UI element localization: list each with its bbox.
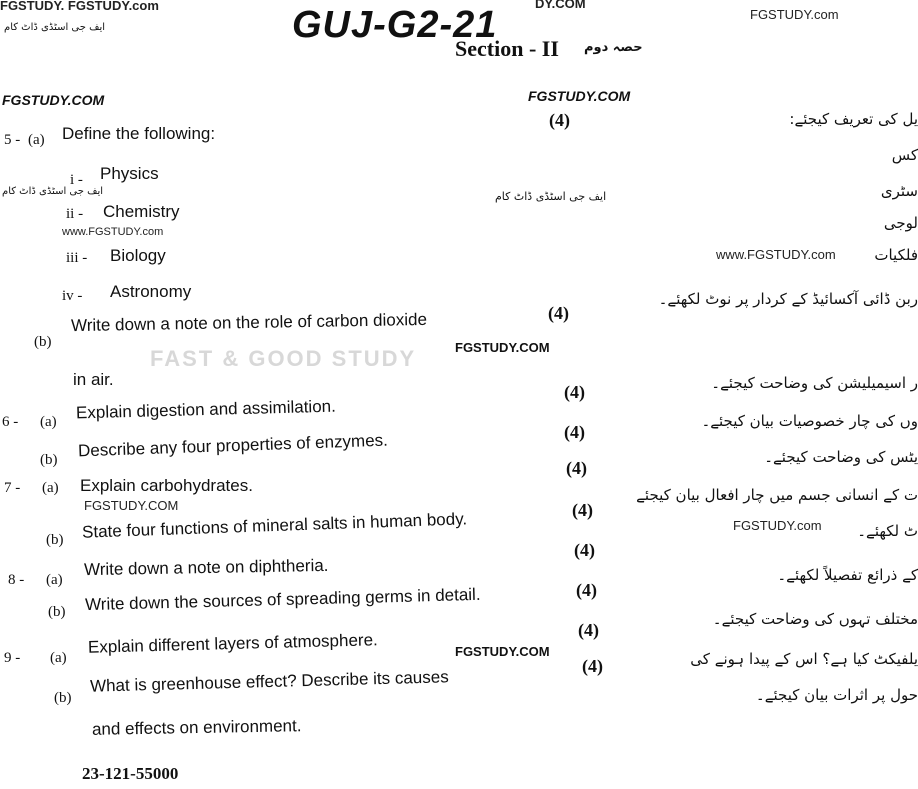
question-number: 9 - xyxy=(4,650,21,666)
question-text: Write down the sources of spreading germs in detail. xyxy=(84,584,481,615)
question-text: Explain carbohydrates. xyxy=(80,476,253,495)
question-part: (a) xyxy=(42,480,59,496)
question-marks: (4) xyxy=(576,580,597,600)
watermark-top-center: DY.COM xyxy=(535,0,586,11)
question-part: (b) xyxy=(34,334,52,350)
urdu-line: مختلف تہوں کی وضاحت کیجئے۔ xyxy=(712,610,918,628)
watermark: www.FGSTUDY.com xyxy=(62,226,164,238)
question-marks: (4) xyxy=(578,620,599,640)
question-part: (b) xyxy=(40,452,58,468)
subitem-number: iv - xyxy=(62,288,83,304)
question-marks: (4) xyxy=(548,303,569,323)
watermark: FGSTUDY.COM xyxy=(84,498,179,513)
urdu-line: یلفیکٹ کیا ہے؟ اس کے پیدا ہونے کی xyxy=(690,650,918,668)
question-text: Describe any four properties of enzymes. xyxy=(77,430,389,461)
question-text: Write down a note on the role of carbon dioxide xyxy=(70,309,428,336)
question-part: (a) xyxy=(46,572,63,588)
question-part: (b) xyxy=(46,532,64,548)
urdu-line: حول پر اثرات بیان کیجئے۔ xyxy=(755,686,918,704)
urdu-line: یٹس کی وضاحت کیجئے۔ xyxy=(764,448,918,466)
watermark: www.FGSTUDY.com xyxy=(716,247,836,262)
watermark-urdu: ایف جی اسٹڈی ڈاٹ کام xyxy=(495,190,607,203)
urdu-line: لوجی xyxy=(883,214,918,232)
urdu-line: ر اسیمیلیشن کی وضاحت کیجئے۔ xyxy=(711,374,918,392)
watermark-top-left: FGSTUDY. FGSTUDY.com xyxy=(0,0,159,13)
question-text: Define the following: xyxy=(62,124,216,143)
question-text: Explain digestion and assimilation. xyxy=(75,396,337,423)
paper-code: GUJ-G2-21 xyxy=(292,4,498,46)
question-text-continued: and effects on environment. xyxy=(91,716,302,739)
subitem-number: iii - xyxy=(66,250,88,266)
urdu-line: وں کی چار خصوصیات بیان کیجئے۔ xyxy=(701,412,918,430)
question-part: (a) xyxy=(28,132,45,148)
question-number: 5 - xyxy=(4,132,21,148)
question-text: Explain different layers of atmosphere. xyxy=(87,630,378,657)
watermark: FGSTUDY.COM xyxy=(528,88,631,104)
watermark: FGSTUDY.COM xyxy=(455,644,550,659)
question-marks: (4) xyxy=(574,540,595,560)
question-number: 6 - xyxy=(2,414,19,430)
question-marks: (4) xyxy=(564,382,585,402)
urdu-line: سٹری xyxy=(880,182,918,200)
urdu-line: کے ذرائع تفصیلاً لکھئے۔ xyxy=(777,566,918,584)
subitem-number: i - xyxy=(70,172,83,188)
urdu-line: ربن ڈائی آکسائیڈ کے کردار پر نوٹ لکھئے۔ xyxy=(658,290,918,308)
watermark-top-left-urdu: ایف جی اسٹڈی ڈاٹ کام xyxy=(4,22,106,33)
urdu-line: فلکیات xyxy=(874,246,918,264)
subitem-text: Physics xyxy=(100,164,159,183)
question-text-continued: in air. xyxy=(73,370,114,389)
watermark: FGSTUDY.com xyxy=(733,518,822,533)
question-text: What is greenhouse effect? Describe its causes xyxy=(89,667,449,696)
question-number: 7 - xyxy=(4,480,21,496)
subitem-text: Astronomy xyxy=(110,282,192,301)
watermark: FGSTUDY.COM xyxy=(2,92,105,108)
watermark: FGSTUDY.COM xyxy=(455,340,550,355)
question-part: (b) xyxy=(54,690,72,706)
watermark-diagonal: FAST & GOOD STUDY xyxy=(150,346,417,371)
question-marks: (4) xyxy=(566,458,587,478)
question-text: State four functions of mineral salts in human body. xyxy=(81,509,468,542)
question-part: (a) xyxy=(50,650,67,666)
section-title: Section - II xyxy=(455,36,559,61)
urdu-line: ٹ لکھئے۔ xyxy=(857,522,918,540)
question-part: (b) xyxy=(48,604,66,620)
question-marks: (4) xyxy=(582,656,603,676)
watermark-urdu: ایف جی اسٹڈی ڈاٹ کام xyxy=(2,186,104,197)
question-marks: (4) xyxy=(572,500,593,520)
question-marks: (4) xyxy=(564,422,585,442)
section-title-urdu: حصہ دوم xyxy=(584,40,643,55)
subitem-number: ii - xyxy=(66,206,84,222)
urdu-line: ت کے انسانی جسم میں چار افعال بیان کیجئے xyxy=(636,486,918,504)
watermark-top-right: FGSTUDY.com xyxy=(750,7,839,22)
question-number: 8 - xyxy=(8,572,25,588)
urdu-line: کس xyxy=(891,146,918,164)
question-text: Write down a note on diphtheria. xyxy=(83,555,329,580)
subitem-text: Chemistry xyxy=(103,202,180,221)
paper-serial-code: 23-121-55000 xyxy=(82,764,179,783)
urdu-line: یل کی تعریف کیجئے: xyxy=(789,110,918,128)
subitem-text: Biology xyxy=(110,246,166,265)
question-part: (a) xyxy=(40,414,57,430)
question-marks: (4) xyxy=(549,110,570,130)
